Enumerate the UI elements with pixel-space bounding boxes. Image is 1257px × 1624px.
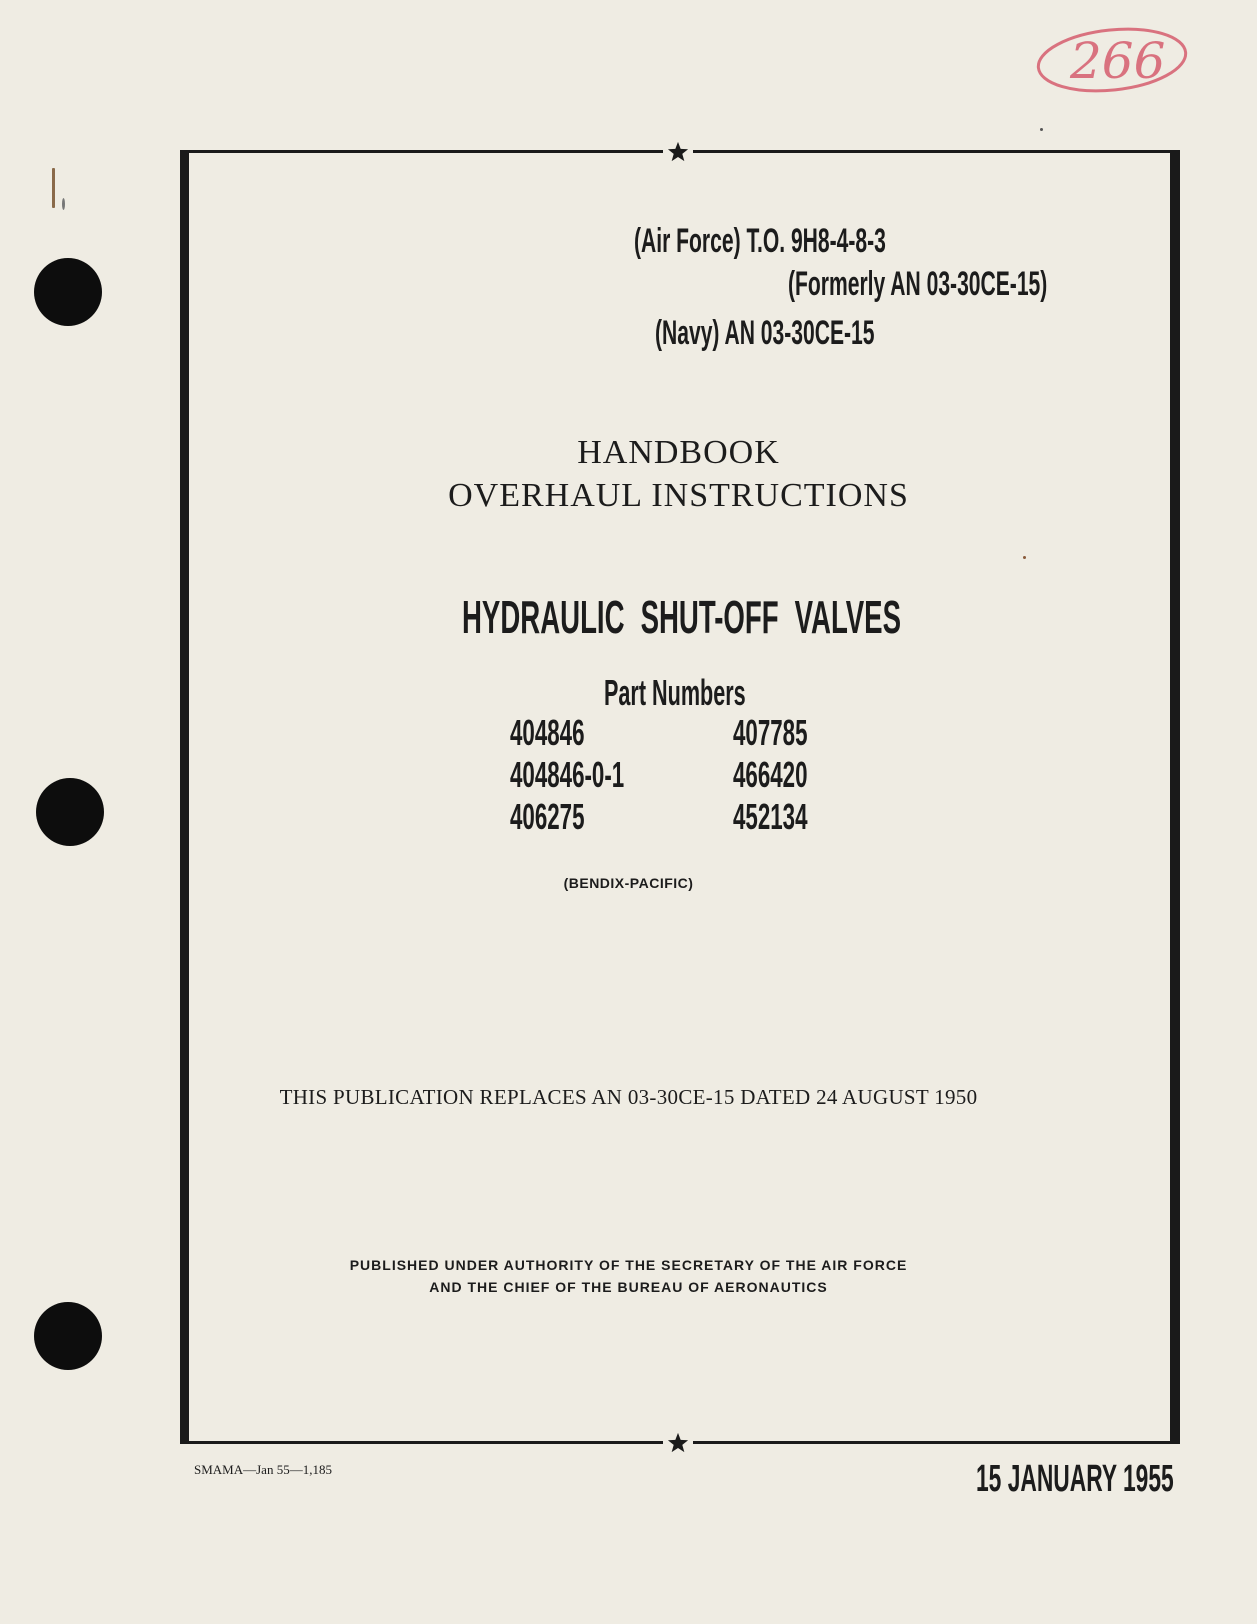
margin-mark: [62, 198, 65, 210]
document-title: HYDRAULIC SHUT-OFF VALVES: [462, 591, 901, 643]
frame-left-bar: [180, 152, 189, 1443]
star-icon: [663, 1428, 693, 1458]
part-number: 466420: [733, 754, 808, 795]
supersedes-notice: THIS PUBLICATION REPLACES AN 03-30CE-15 DATED 24 AUGUST 1950: [279, 1085, 978, 1109]
part-number: 404846-0-1: [510, 754, 625, 795]
handwritten-page-number-stamp: [1032, 18, 1194, 100]
part-number: 406275: [510, 796, 585, 837]
part-numbers-heading: Part Numbers: [604, 672, 746, 713]
frame-right-bar: [1170, 152, 1180, 1443]
punch-hole-bottom: [34, 1302, 102, 1370]
overhaul-instructions-heading: OVERHAUL INSTRUCTIONS: [448, 477, 909, 514]
part-number: 452134: [733, 796, 808, 837]
part-number: 404846: [510, 712, 585, 753]
margin-mark: [52, 168, 55, 208]
star-icon: [663, 137, 693, 167]
authority-line-1: PUBLISHED UNDER AUTHORITY OF THE SECRETARY OF THE AIR FORCE: [349, 1257, 908, 1273]
handbook-heading: HANDBOOK: [577, 434, 780, 471]
former-designation: (Formerly AN 03-30CE-15): [788, 265, 1048, 303]
stamp-text: 266: [1070, 32, 1166, 90]
punch-hole-top: [34, 258, 102, 326]
navy-designation: (Navy) AN 03-30CE-15: [655, 314, 875, 352]
speck: [1023, 556, 1026, 559]
speck: [1040, 128, 1043, 131]
air-force-designation: (Air Force) T.O. 9H8-4-8-3: [634, 222, 886, 260]
authority-line-2: AND THE CHIEF OF THE BUREAU OF AERONAUTICS: [429, 1279, 828, 1295]
publication-date: 15 JANUARY 1955: [976, 1458, 1174, 1500]
punch-hole-middle: [36, 778, 104, 846]
print-code: SMAMA—Jan 55—1,185: [194, 1462, 332, 1477]
manufacturer-label: (BENDIX-PACIFIC): [563, 875, 694, 891]
part-number: 407785: [733, 712, 808, 753]
